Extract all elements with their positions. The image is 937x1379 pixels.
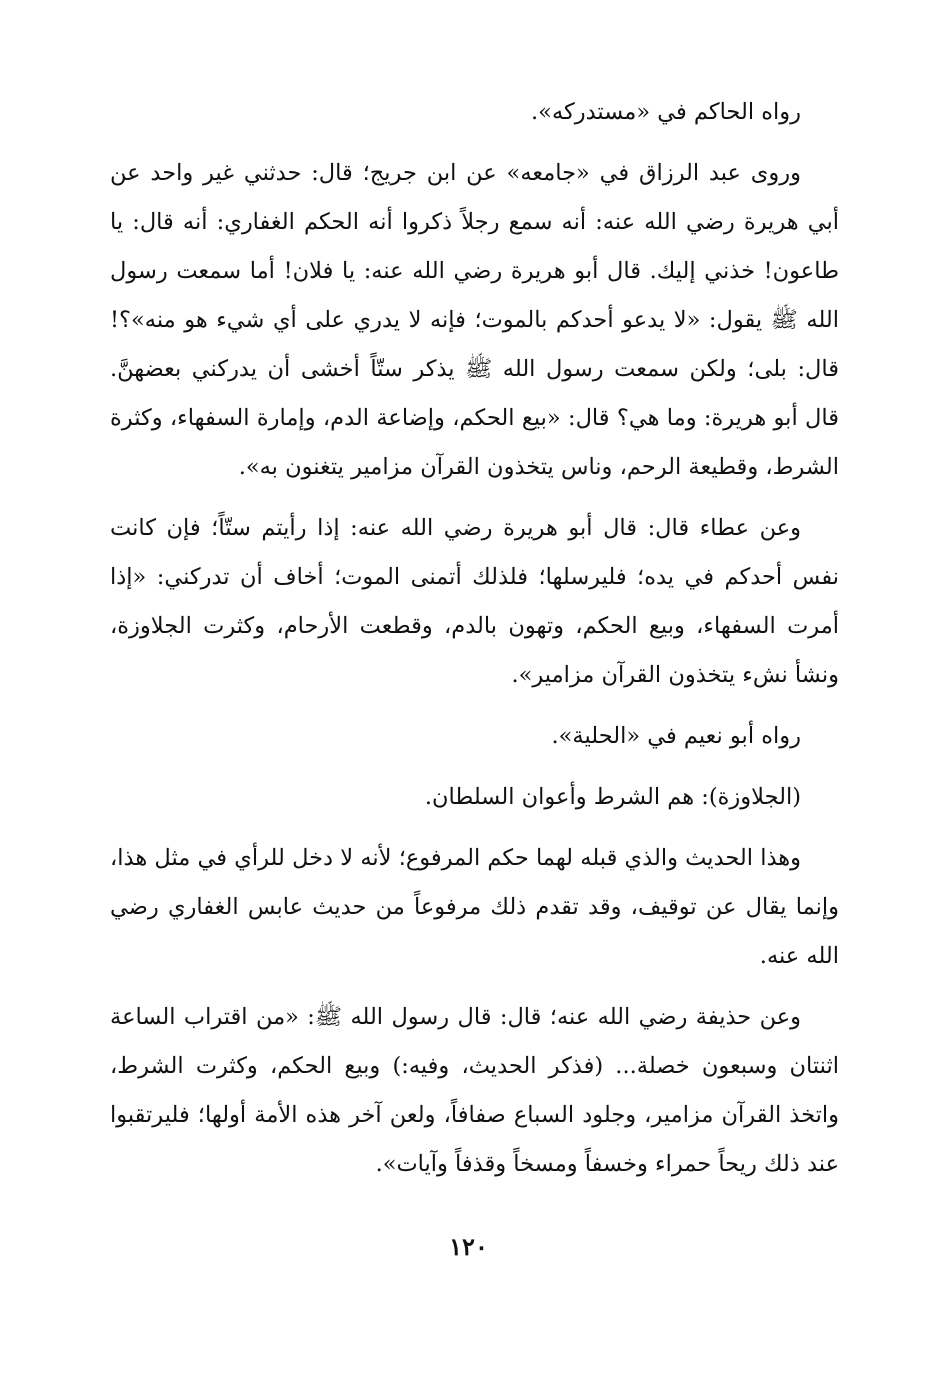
paragraph-3: وعن عطاء قال: قال أبو هريرة رضي الله عنه: إذا رأيتم ستّاً؛ فإن كانت نفس أحدكم في يده؛ فليرسلها؛ فلذلك أتمنى الموت؛ أخاف أن تدركني: «إذا أمرت السفهاء، وبيع الحكم، وتهون بالدم، وقطعت الأرحام، وكثرت الجلاوزة، ونشأ نشء يتخذون القرآن مزامير». [110,515,839,688]
page-number: ١٢٠ [449,1232,488,1261]
paragraph-1: رواه الحاكم في «مستدركه». [531,99,801,125]
paragraph-7: وعن حذيفة رضي الله عنه؛ قال: قال رسول الله ﷺ: «من اقتراب الساعة اثنتان وسبعون خصلة... (فذكر الحديث، وفيه:) وبيع الحكم، وكثرت الشرط، واتخذ القرآن مزامير، وجلود السباع صفافاً، ولعن آخر هذه الأمة أولها؛ فليرتقبوا عند ذلك ريحاً حمراء وخسفاً ومسخاً وقذفاً وآيات». [110,1004,839,1177]
paragraph-2: وروى عبد الرزاق في «جامعه» عن ابن جريج؛ قال: حدثني غير واحد عن أبي هريرة رضي الله عنه: أنه سمع رجلاً ذكروا أنه الحكم الغفاري: أنه قال: يا طاعون! خذني إليك. قال أبو هريرة رضي الله عنه: يا فلان! أما سمعت رسول الله ﷺ يقول: «لا يدعو أحدكم بالموت؛ فإنه لا يدري على أي شيء هو منه»؟! قال: بلى؛ ولكن سمعت رسول الله ﷺ يذكر ستّاً أخشى أن يدركني بعضهنَّ. قال أبو هريرة: وما هي؟ قال: «بيع الحكم، وإضاعة الدم، وإمارة السفهاء، وكثرة الشرط، وقطيعة الرحم، وناس يتخذون القرآن مزامير يتغنون به». [110,160,839,480]
paragraph-6: وهذا الحديث والذي قبله لهما حكم المرفوع؛ لأنه لا دخل للرأي في مثل هذا، وإنما يقال عن توقيف، وقد تقدم ذلك مرفوعاً من حديث عابس الغفاري رضي الله عنه. [110,845,839,969]
paragraph-4: رواه أبو نعيم في «الحلية». [551,723,801,749]
paragraph-5: (الجلاوزة): هم الشرط وأعوان السلطان. [424,784,801,810]
